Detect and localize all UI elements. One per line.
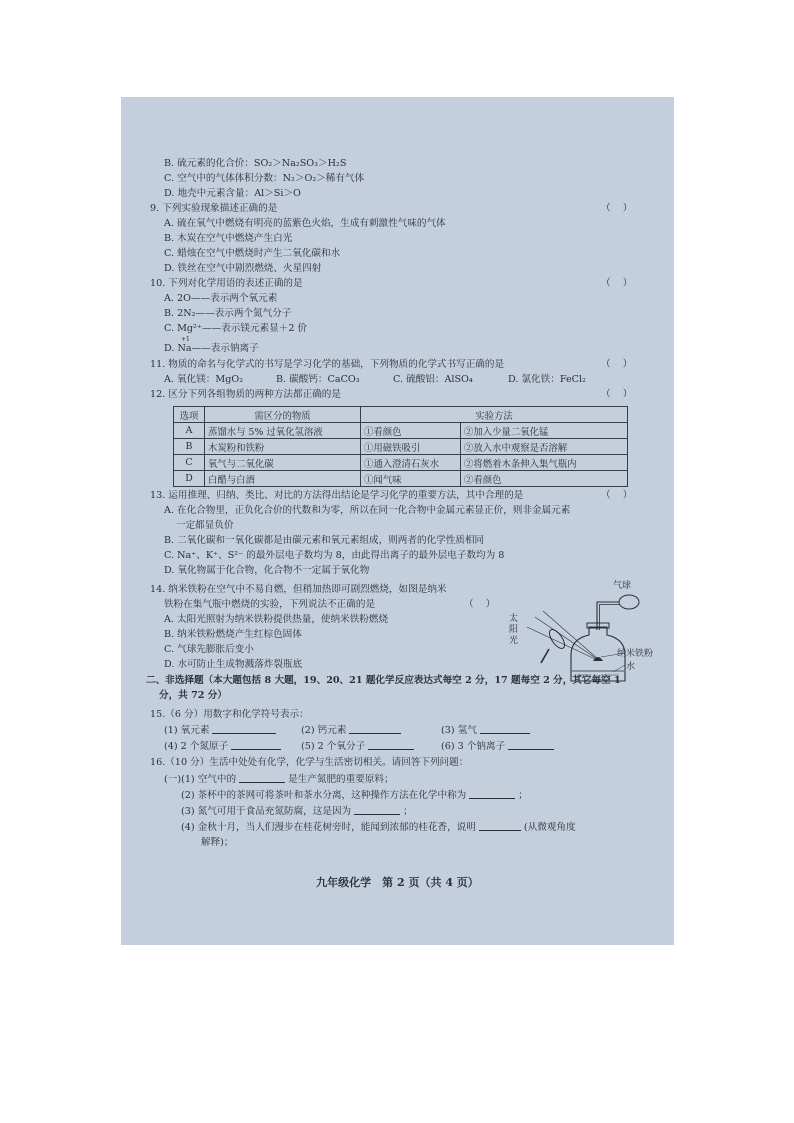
q14-option-d: D. 水可防止生成物溅落炸裂瓶底	[164, 659, 303, 670]
q11-option-a: A. 氧化镁：MgO₂	[164, 374, 244, 385]
q11-answer-paren: （ ）	[601, 359, 633, 370]
q10-answer-paren: （ ）	[601, 278, 633, 289]
q8-option-c: C. 空气中的气体体积分数：N₂＞O₂＞稀有气体	[164, 173, 365, 184]
table-cell: ①用磁铁吸引	[361, 439, 461, 455]
table-header-cell: 选项	[174, 407, 205, 423]
table-cell: ①看颜色	[361, 423, 461, 439]
table-cell: 氧气与二氧化碳	[205, 455, 361, 471]
q11-option-d: D. 氯化铁：FeCl₂	[508, 374, 586, 385]
lens-handle	[541, 649, 549, 663]
table-cell: ②将燃着木条伸入集气瓶内	[461, 455, 628, 471]
label-sunlight-2: 阳	[509, 625, 519, 635]
glass-tube	[597, 602, 619, 630]
table-cell: ①闻气味	[361, 471, 461, 487]
q10-option-b: B. 2N₂——表示两个氮气分子	[164, 308, 292, 319]
q16-part1: (一)(1) 空气中的 是生产氮肥的重要原料；	[164, 774, 394, 785]
q12-table	[173, 406, 628, 487]
table-cell: ②放入水中观察是否溶解	[461, 439, 628, 455]
q13-option-d: D. 氧化物属于化合物，化合物不一定属于氧化物	[164, 565, 370, 576]
q14-apparatus-figure	[505, 575, 655, 687]
table-cell: B	[174, 439, 205, 455]
q9-option-a: A. 硫在氧气中燃烧有明亮的蓝紫色火焰，生成有刺激性气味的气体	[164, 218, 446, 229]
q14-stem-line2: 铁粉在集气瓶中燃烧的实验，下列说法不正确的是	[164, 599, 376, 610]
q16-part2: (2) 茶杯中的茶网可将茶叶和茶水分离，这种操作方法在化学中称为 ；	[181, 790, 528, 801]
table-row	[174, 471, 628, 487]
q12-answer-paren: （ ）	[601, 389, 633, 400]
q14-option-b: B. 纳米铁粉燃烧产生红棕色固体	[164, 629, 302, 640]
q13-answer-paren: （ ）	[601, 490, 633, 501]
table-cell: ①通入澄清石灰水	[361, 455, 461, 471]
table-cell: 木炭粉和铁粉	[205, 439, 361, 455]
q16-stem: 16.（10 分）生活中处处有化学，化学与生活密切相关。请回答下列问题：	[150, 757, 469, 768]
q8-option-d: D. 地壳中元素含量：Al＞Si＞O	[164, 188, 301, 199]
q10-option-d-valence: +1	[181, 336, 190, 343]
q9-stem: 9. 下列实验现象描述正确的是	[150, 203, 278, 214]
convex-lens	[547, 627, 568, 651]
label-sunlight-3: 光	[509, 636, 519, 646]
q13-stem: 13. 运用推理、归纳、类比、对比的方法得出结论是学习化学的重要方法，其中合理的是	[150, 490, 524, 501]
q15-item-2: (2) 钙元素	[301, 724, 401, 737]
table-header-row	[174, 407, 628, 423]
q15-stem: 15.（6 分）用数字和化学符号表示：	[150, 709, 309, 720]
q10-stem: 10. 下列对化学用语的表述正确的是	[150, 278, 303, 289]
q12-stem: 12. 区分下列各组物质的两种方法都正确的是	[150, 389, 341, 400]
page-footer: 九年级化学 第 2 页（共 4 页）	[316, 876, 479, 889]
table-cell: 蒸馏水与 5% 过氧化氢溶液	[205, 423, 361, 439]
q10-option-c: C. Mg²⁺——表示镁元素显＋2 价	[164, 323, 308, 334]
table-row	[174, 423, 628, 439]
q15-item-3: (3) 氢气	[441, 724, 530, 737]
q13-option-a-line2: 一定都显负价	[176, 520, 234, 531]
table-row	[174, 455, 628, 471]
q14-stem-line1: 14. 纳米铁粉在空气中不易自燃，但稍加热即可剧烈燃烧，如图是纳米	[150, 584, 447, 595]
balloon-shape	[619, 595, 639, 609]
q8-option-b: B. 硫元素的化合价：SO₂＞Na₂SO₃＞H₂S	[164, 158, 347, 169]
q13-option-c: C. Na⁺、K⁺、S²⁻ 的最外层电子数均为 8，由此得出离子的最外层电子数均为 8	[164, 550, 505, 561]
q16-part3: (3) 氮气可用于食品充氮防腐，这是因为 ；	[181, 806, 413, 817]
table-cell: C	[174, 455, 205, 471]
table-cell: ②加入少量二氧化锰	[461, 423, 628, 439]
q9-option-c: C. 蜡烛在空气中燃烧时产生二氧化碳和水	[164, 248, 341, 259]
q14-option-a: A. 太阳光照射为纳米铁粉提供热量，使纳米铁粉燃烧	[164, 614, 389, 625]
q11-option-b: B. 碳酸钙：CaCO₃	[276, 374, 360, 385]
part2-heading-line2: 分，共 72 分）	[159, 690, 227, 701]
q15-item-4: (4) 2 个氮原子	[164, 740, 281, 753]
q11-option-c: C. 硫酸铝：AlSO₄	[393, 374, 473, 385]
q15-item-1: (1) 氧元素	[164, 724, 276, 737]
q15-item-5: (5) 2 个氧分子	[301, 740, 414, 753]
q16-part4-line2: 解释)；	[201, 837, 234, 848]
q10-option-d: D. Na——表示钠离子	[164, 343, 259, 354]
q14-answer-paren: （ ）	[464, 599, 496, 610]
table-row	[174, 439, 628, 455]
table-cell: A	[174, 423, 205, 439]
part2-heading-line1: 二、非选择题（本大题包括 8 大题，19、20、21 题化学反应表达式每空 2 分，17 题每空 2 分，其它每空 1	[146, 675, 621, 686]
sunlight-ray	[527, 627, 595, 659]
q15-item-6: (6) 3 个钠离子	[441, 740, 554, 753]
table-cell: 白醋与白酒	[205, 471, 361, 487]
label-balloon: 气球	[613, 581, 632, 591]
table-header-cell: 实验方法	[361, 407, 628, 423]
q11-stem: 11. 物质的命名与化学式的书写是学习化学的基础，下列物质的化学式书写正确的是	[150, 359, 505, 370]
q9-option-b: B. 木炭在空气中燃烧产生白光	[164, 233, 293, 244]
q16-part4: (4) 金秋十月，当人们漫步在桂花树旁时，能闻到浓郁的桂花香，说明 (从微观角度	[181, 822, 576, 833]
label-sunlight-1: 太	[509, 614, 519, 624]
table-cell: ②看颜色	[461, 471, 628, 487]
q13-option-a-line1: A. 在化合物里，正负化合价的代数和为零，所以在同一化合物中金属元素显正价，则非金属元素	[164, 505, 571, 516]
q14-option-c: C. 气球先膨胀后变小	[164, 644, 254, 655]
q9-answer-paren: （ ）	[601, 203, 633, 214]
label-water: 水	[626, 662, 636, 672]
table-header-cell: 需区分的物质	[205, 407, 361, 423]
q9-option-d: D. 铁丝在空气中剧烈燃烧、火星四射	[164, 263, 322, 274]
table-cell: D	[174, 471, 205, 487]
label-iron-powder: 纳米铁粉	[617, 649, 654, 659]
q13-option-b: B. 二氧化碳和一氧化碳都是由碳元素和氧元素组成，则两者的化学性质相同	[164, 535, 485, 546]
sunlight-ray	[543, 611, 598, 659]
q10-option-a: A. 2O——表示两个氧元素	[164, 293, 278, 304]
exam-paper-photo	[121, 97, 674, 945]
